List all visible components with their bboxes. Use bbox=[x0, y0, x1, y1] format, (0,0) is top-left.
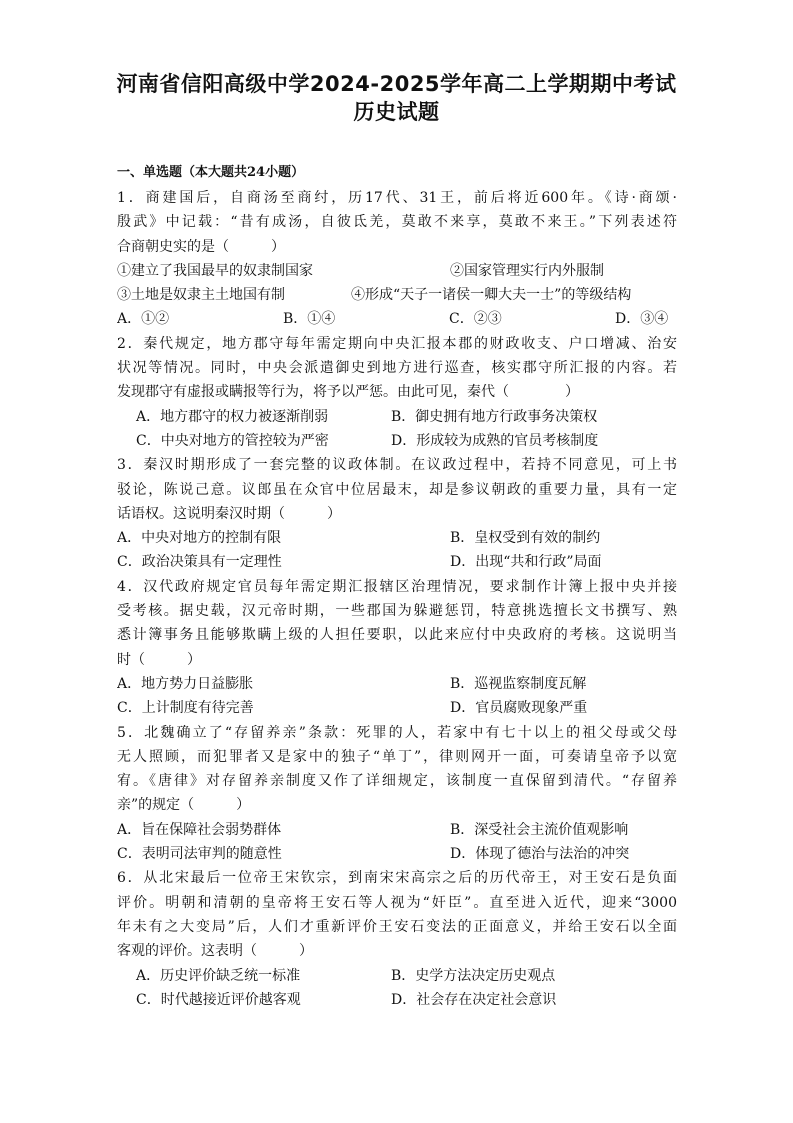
option-a[interactable]: A．地方郡守的权力被逐渐削弱 bbox=[136, 408, 329, 425]
option-c[interactable]: C．政治决策具有一定理性 bbox=[117, 554, 282, 571]
option-b[interactable]: B．御史拥有地方行政事务决策权 bbox=[391, 408, 598, 425]
option-row bbox=[117, 429, 677, 453]
option-b[interactable]: B．史学方法决定历史观点 bbox=[391, 967, 556, 984]
question-text-line: 3．秦汉时期形成了一套完整的议政体制。在议政过程中，若持不同意见，可上书 bbox=[117, 457, 677, 474]
option-d[interactable]: D．形成较为成熟的官员考核制度 bbox=[391, 432, 599, 449]
option-a[interactable]: A．中央对地方的控制有限 bbox=[117, 530, 282, 547]
statement: ④形成“天子一诸侯一卿大夫一士”的等级结构 bbox=[351, 287, 632, 304]
question-text-line: 殷武》中记载：“昔有成汤，自彼氐羌，莫敢不来享，莫敢不来王。”下列表述符 bbox=[117, 214, 677, 231]
option-row bbox=[117, 988, 677, 1012]
option-row bbox=[117, 818, 677, 842]
statement-row bbox=[117, 283, 677, 307]
question-text-line: 无人照顾，而犯罪者又是家中的独子“单丁”，律则网开一面，可奏请皇帝予以宽 bbox=[117, 748, 677, 765]
question-text-line: 评价。明朝和清朝的皇帝将王安石等人视为“奸臣”。直至进入近代，迎来“3000 bbox=[117, 894, 677, 911]
option-row bbox=[117, 526, 677, 550]
option-c[interactable]: C．②③ bbox=[449, 311, 502, 328]
exam-title: 河南省信阳高级中学2024-2025学年高二上学期期中考试 bbox=[116, 72, 677, 96]
question-text-line: 受考核。据史载，汉元帝时期，一些郡国为躲避惩罚，特意挑选擅长文书撰写、熟 bbox=[117, 603, 677, 620]
option-row bbox=[117, 842, 677, 866]
option-c[interactable]: C．中央对地方的管控较为严密 bbox=[136, 432, 329, 449]
option-row bbox=[117, 405, 677, 429]
option-b[interactable]: B．巡视监察制度瓦解 bbox=[450, 675, 587, 692]
question-text-line: 发现郡守有虚报或瞒报等行为，将予以严惩。由此可见，秦代（ ） bbox=[117, 384, 579, 401]
question-text-line: 4．汉代政府规定官员每年需定期汇报辖区治理情况，要求制作计簿上报中央并接 bbox=[117, 578, 677, 595]
question-text-line: 合商朝史实的是（ ） bbox=[117, 238, 285, 255]
question-text-line: 时（ ） bbox=[117, 651, 201, 668]
option-b[interactable]: B．①④ bbox=[283, 311, 336, 328]
option-a[interactable]: A．旨在保障社会弱势群体 bbox=[117, 821, 282, 838]
question-text-line: 话语权。这说明秦汉时期（ ） bbox=[117, 505, 341, 522]
section-heading: 一、单选题（本大题共24小题） bbox=[117, 165, 305, 180]
option-c[interactable]: C．上计制度有待完善 bbox=[117, 700, 254, 717]
option-d[interactable]: D．社会存在决定社会意识 bbox=[391, 991, 557, 1008]
option-a[interactable]: A．地方势力日益膨胀 bbox=[117, 675, 254, 692]
question-text-line: 6．从北宋最后一位帝王宋钦宗，到南宋宋高宗之后的历代帝王，对王安石是负面 bbox=[117, 870, 677, 887]
option-d[interactable]: D．体现了德治与法治的冲突 bbox=[450, 846, 630, 863]
statement: ②国家管理实行内外服制 bbox=[450, 262, 604, 279]
option-c[interactable]: C．时代越接近评价越客观 bbox=[136, 991, 301, 1008]
question-text-line: 悉计簿事务且能够欺瞒上级的人担任要职，以此来应付中央政府的考核。这说明当 bbox=[117, 627, 677, 644]
exam-subtitle: 历史试题 bbox=[353, 100, 440, 124]
statement: ③土地是奴隶主土地国有制 bbox=[117, 287, 285, 304]
question-text-line: 年未有之大变局”后，人们才重新评价王安石变法的正面意义，并给王安石以全面 bbox=[117, 918, 677, 935]
option-row bbox=[117, 550, 677, 574]
question-text-line: 2．秦代规定，地方郡守每年需定期向中央汇报本郡的财政收支、户口增减、治安 bbox=[117, 335, 677, 352]
question-text-line: 驳论，陈说己意。议郎虽在众官中位居最末，却是参议朝政的重要力量，具有一定 bbox=[117, 481, 677, 498]
question-text-line: 状况等情况。同时，中央会派遣御史到地方进行巡查，核实郡守所汇报的内容。若 bbox=[117, 360, 677, 377]
option-row bbox=[117, 964, 677, 988]
option-b[interactable]: B．深受社会主流价值观影响 bbox=[450, 821, 629, 838]
statement-row bbox=[117, 259, 677, 283]
option-row bbox=[117, 672, 677, 696]
option-d[interactable]: D．官员腐败现象严重 bbox=[450, 700, 588, 717]
question-list bbox=[117, 186, 677, 1012]
question-text-line: 亲”的规定（ ） bbox=[117, 797, 251, 814]
option-d[interactable]: D．出现“共和行政”局面 bbox=[450, 554, 602, 571]
option-row bbox=[117, 307, 677, 331]
option-b[interactable]: B．皇权受到有效的制约 bbox=[450, 530, 601, 547]
option-c[interactable]: C．表明司法审判的随意性 bbox=[117, 846, 282, 863]
option-row bbox=[117, 696, 677, 720]
question-text-line: 客观的评价。这表明（ ） bbox=[117, 943, 313, 960]
question-3 bbox=[117, 453, 677, 574]
option-d[interactable]: D．③④ bbox=[615, 311, 669, 328]
question-text-line: 5．北魏确立了“存留养亲”条款：死罪的人，若家中有七十以上的祖父母或父母 bbox=[117, 724, 677, 741]
question-text-line: 宥。《唐律》对存留养亲制度又作了详细规定，该制度一直保留到清代。“存留养 bbox=[117, 773, 677, 790]
option-a[interactable]: A．①② bbox=[117, 311, 170, 328]
statement: ①建立了我国最早的奴隶制国家 bbox=[117, 262, 313, 279]
question-2 bbox=[117, 332, 677, 453]
question-1 bbox=[117, 186, 677, 332]
question-5 bbox=[117, 721, 677, 867]
question-6 bbox=[117, 866, 677, 1012]
option-a[interactable]: A．历史评价缺乏统一标准 bbox=[136, 967, 301, 984]
question-4 bbox=[117, 575, 677, 721]
question-text-line: 1．商建国后，自商汤至商纣，历17代、31王，前后将近600年。《诗·商颂· bbox=[117, 190, 677, 206]
